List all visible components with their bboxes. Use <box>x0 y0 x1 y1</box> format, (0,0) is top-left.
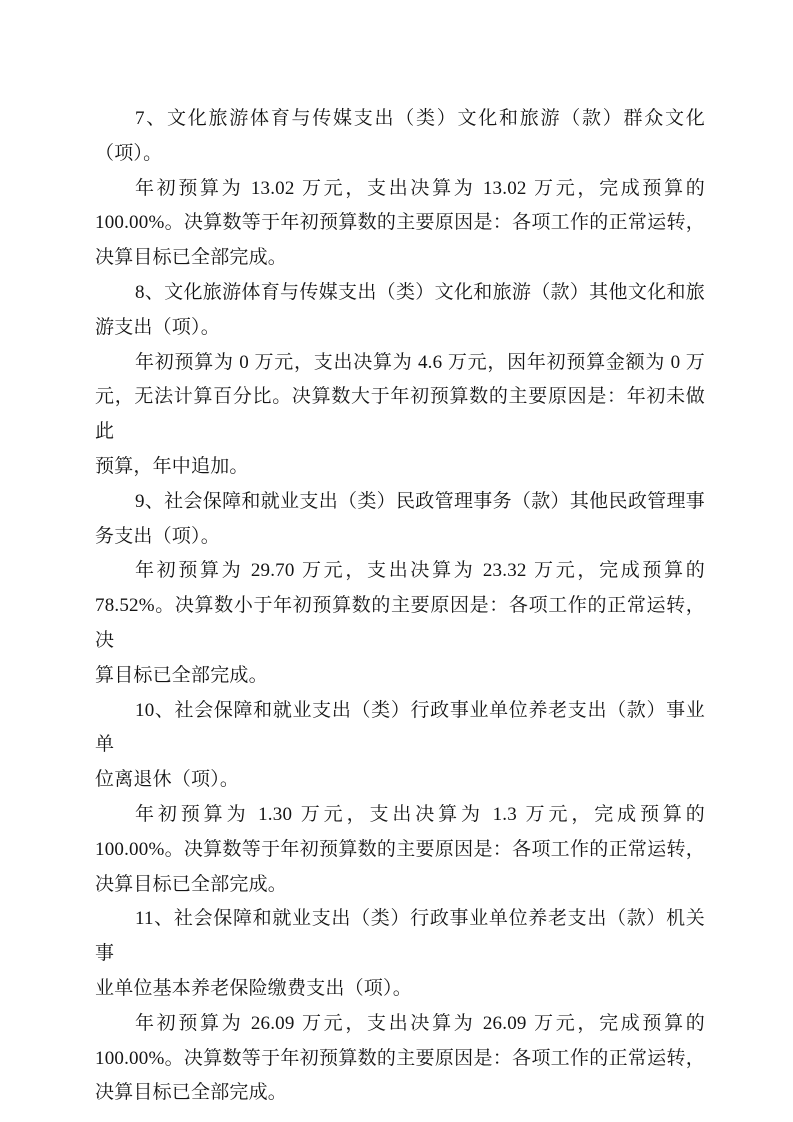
text-line: 7、文化旅游体育与传媒支出（类）文化和旅游（款）群众文化 <box>135 108 705 129</box>
text-line: （项）。 <box>95 142 163 164</box>
text-line: 决算目标已全部完成。 <box>95 247 288 269</box>
text-line: 9、社会保障和就业支出（类）民政管理事务（款）其他民政管理事 <box>135 490 705 512</box>
item-heading <box>95 102 705 172</box>
document-content <box>95 102 705 1111</box>
text-line: 年初预算为 1.30 万元，支出决算为 1.3 万元，完成预算的 <box>135 803 705 825</box>
budget-item-8 <box>95 276 705 485</box>
item-body <box>95 554 705 693</box>
budget-item-11 <box>95 902 705 1111</box>
budget-item-9 <box>95 485 705 694</box>
item-heading <box>95 485 705 555</box>
text-line: 100.00%。决算数等于年初预算数的主要原因是：各项工作的正常运转， <box>95 1047 705 1069</box>
text-line: 78.52%。决算数小于年初预算数的主要原因是：各项工作的正常运转，决 <box>95 595 705 651</box>
budget-item-7 <box>95 102 705 276</box>
text-line: 算目标已全部完成。 <box>95 664 268 686</box>
text-line: 年初预算为 0 万元，支出决算为 4.6 万元，因年初预算金额为 0 万 <box>135 351 705 373</box>
text-line: 100.00%。决算数等于年初预算数的主要原因是：各项工作的正常运转， <box>95 212 705 234</box>
text-line: 位离退休（项）。 <box>95 769 240 791</box>
text-line: 年初预算为 26.09 万元，支出决算为 26.09 万元，完成预算的 <box>135 1012 705 1034</box>
budget-item-10 <box>95 694 705 903</box>
item-body <box>95 798 705 902</box>
item-body <box>95 1007 705 1111</box>
text-line: 8、文化旅游体育与传媒支出（类）文化和旅游（款）其他文化和旅 <box>135 281 705 303</box>
text-line: 决算目标已全部完成。 <box>95 873 288 895</box>
item-heading <box>95 276 705 346</box>
text-line: 业单位基本养老保险缴费支出（项）。 <box>95 977 412 999</box>
text-line: 11、社会保障和就业支出（类）行政事业单位养老支出（款）机关事 <box>95 908 705 965</box>
item-heading <box>95 694 705 798</box>
text-line: 预算，年中追加。 <box>95 455 249 477</box>
text-line: 10、社会保障和就业支出（类）行政事业单位养老支出（款）事业单 <box>95 699 705 756</box>
item-heading <box>95 902 705 1006</box>
text-line: 元，无法计算百分比。决算数大于年初预算数的主要原因是：年初未做此 <box>95 386 705 443</box>
text-line: 年初预算为 29.70 万元，支出决算为 23.32 万元，完成预算的 <box>135 560 705 582</box>
text-line: 100.00%。决算数等于年初预算数的主要原因是：各项工作的正常运转， <box>95 838 705 860</box>
item-body <box>95 172 705 276</box>
item-body <box>95 346 705 485</box>
text-line: 游支出（项）。 <box>95 316 220 338</box>
text-line: 年初预算为 13.02 万元，支出决算为 13.02 万元，完成预算的 <box>135 177 705 199</box>
text-line: 决算目标已全部完成。 <box>95 1082 288 1104</box>
text-line: 务支出（项）。 <box>95 525 220 547</box>
